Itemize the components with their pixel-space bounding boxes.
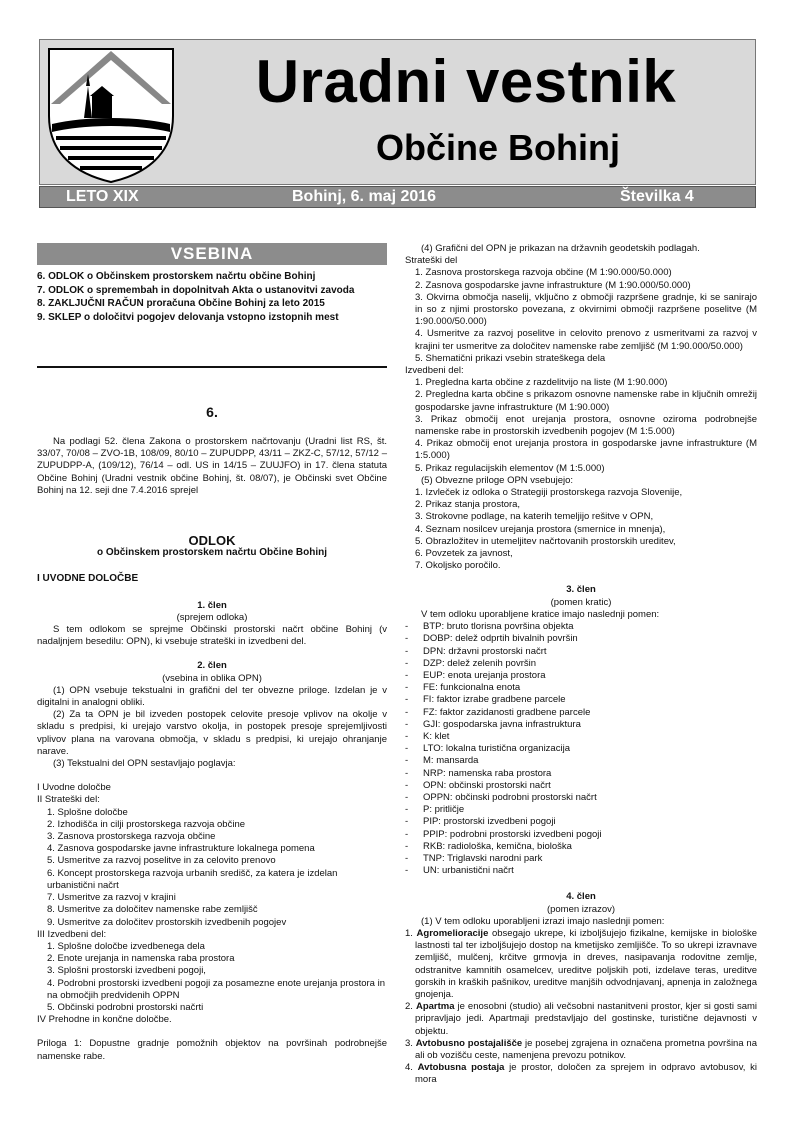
document-number: 6. xyxy=(206,404,218,420)
abbreviation-item: - TNP: Triglavski narodni park xyxy=(405,853,757,865)
abbreviation-item: - FI: faktor izrabe gradbene parcele xyxy=(405,694,757,706)
article-text: (1) OPN vsebuje tekstualni in grafični del ter obvezne priloge. Izdelan je v digitalni in analogni obliki. xyxy=(37,684,387,709)
abbreviation-item: - K: klet xyxy=(405,731,757,743)
implementing-list xyxy=(405,377,757,475)
term-item xyxy=(405,1062,757,1086)
list-item: 2. Prikaz stanja prostora, xyxy=(415,499,521,511)
article-title: 4. člen xyxy=(566,891,596,903)
abbreviation-item: - GJI: gospodarska javna infrastruktura xyxy=(405,719,757,731)
outline-item: 3. Zasnova prostorskega razvoja občine xyxy=(47,831,216,843)
abbreviation-item: - PPIP: podrobni prostorski izvedbeni pogoji xyxy=(405,829,757,841)
term-name: Avtobusno postajališče xyxy=(415,1037,523,1049)
article-text: (5) Obvezne priloge OPN vsebujejo: xyxy=(421,474,574,486)
list-item: 2. Pregledna karta občine s prikazom osnovne namenske rabe in ključnih omrežij gospodarske javne infrastrukture (M 1:90.000) xyxy=(415,389,757,413)
outline-item: 7. Usmeritve za razvoj v krajini xyxy=(47,892,176,904)
publication-title: Uradni vestnik xyxy=(255,48,677,115)
list-item: 4. Prikaz območij enot urejanja prostora in gospodarske javne infrastrukture (M 1:5.000) xyxy=(415,438,757,462)
term-item xyxy=(405,928,757,1001)
list-item: 5. Prikaz regulacijskih elementov (M 1:5.000) xyxy=(415,462,605,474)
list-item: 7. Okoljsko poročilo. xyxy=(415,560,501,572)
abbreviation-item: - OPPN: občinski podrobni prostorski načrt xyxy=(405,792,757,804)
list-item: 4. Seznam nosilcev urejanja prostora (smernice in mnenja), xyxy=(415,523,666,535)
article-text: (2) Za ta OPN je bil izveden postopek celovite presoje vplivov na okolje v skladu s predpisi, ki urejajo varstvo okolja, in postopek presoje sprejemljivosti vplivov plana na varovana območja, v skladu s predpisi, ki urejajo ohranjanje narave. xyxy=(37,709,387,757)
term-definition: je prostor, določen za sprejem in odpravo avtobusov, ki mora xyxy=(415,1062,757,1086)
section-heading: I UVODNE DOLOČBE xyxy=(37,573,139,585)
outline-item: I Uvodne določbe xyxy=(37,782,111,794)
right-column xyxy=(405,243,757,1087)
issue-year: LETO XIX xyxy=(66,188,139,205)
abbreviation-item: - PIP: prostorski izvedbeni pogoji xyxy=(405,816,757,828)
list-item: 5. Shematični prikazi vsebin strateškega dela xyxy=(415,352,606,364)
article-text: V tem odloku uporabljene kratice imajo naslednji pomen: xyxy=(421,608,660,620)
term-number: 1. xyxy=(405,927,417,939)
term-item xyxy=(405,1001,757,1038)
outline-item: 8. Usmeritve za določitev namenske rabe zemljišč xyxy=(47,904,258,916)
outline-item: 2. Izhodišča in cilji prostorskega razvoja občine xyxy=(47,818,246,830)
article-title: 2. člen xyxy=(197,660,227,672)
term-number: 4. xyxy=(405,1062,418,1074)
abbreviation-item: - M: mansarda xyxy=(405,755,757,767)
article-title: 3. člen xyxy=(566,584,596,596)
outline-item: 4. Zasnova gospodarske javne infrastrukture lokalnega pomena xyxy=(47,843,315,855)
outline-item: 5. Občinski podrobni prostorski načrti xyxy=(47,1001,204,1013)
term-number: 2. xyxy=(405,1001,416,1013)
outline-item: 9. Usmeritve za določitev prostorskih izvedbenih pogojev xyxy=(47,916,287,928)
term-definition: obsegajo ukrepe, ki izboljšujejo fizikalne, kemijske in biološke lastnosti tal ter izboljšujejo dostop na kmetijsko zemljišče. To so ukrepi izravnave zemljišč, mulčenj, krčitve grmovja in dreves, nasipavanja rodovitne zemlje, odstranitve kamnitih osamelcev, ureditve poljskih poti, izdelave teras, ureditve gorskih in kraških pašnikov, ureditve manjših odvodnjavanj, apnenja in založnega gnojenja. xyxy=(415,927,758,1000)
outline-item: 1. Splošne določbe izvedbenega dela xyxy=(47,940,205,952)
outline-item: IV Prehodne in končne določbe. xyxy=(37,1014,172,1026)
article-text: (4) Grafični del OPN je prikazan na državnih geodetskih podlagah. xyxy=(421,243,700,254)
abbreviation-item: - RKB: radiološka, kemična, biološka xyxy=(405,841,757,853)
publication-subtitle: Občine Bohinj xyxy=(375,127,620,168)
toc-item: 6. ODLOK o Občinskem prostorskem načrtu občine Bohinj xyxy=(37,271,316,282)
list-item: 1. Izvleček iz odloka o Strategiji prostorskega razvoja Slovenije, xyxy=(415,487,683,499)
abbreviation-list xyxy=(405,621,757,877)
term-definition: je enosobni (studio) ali večsobni nastanitveni prostor, kjer si gosti sami pripravljajo jedi. Apartmaji predstavljajo del gostinske, turistične dejavnosti v objektu. xyxy=(415,1001,758,1037)
list-item: 3. Okvirna območja naselij, vključno z območji razpršene gradnje, ki se sanirajo in so z njimi prostorsko povezana, z okvirnimi območji razpršene poselitve (M 1:90.000/50.000) xyxy=(415,291,757,328)
outline-item: III Izvedbeni del: xyxy=(37,928,107,940)
terms-list xyxy=(405,928,757,1087)
abbreviation-item: - FE: funkcionalna enota xyxy=(405,682,757,694)
strategic-list xyxy=(405,267,757,365)
list-item: 6. Povzetek za javnost, xyxy=(415,548,513,560)
abbreviation-item: - OPN: občinski prostorski načrt xyxy=(405,780,757,792)
article-title: 1. člen xyxy=(197,599,227,611)
outline-item: 4. Podrobni prostorski izvedbeni pogoji za posamezne enote urejanja prostora in na območjih predvidenih OPPN xyxy=(47,977,385,1001)
toc-item: 8. ZAKLJUČNI RAČUN proračuna Občine Bohinj za leto 2015 xyxy=(37,298,325,309)
list-item: 1. Zasnova prostorskega razvoja občine (M 1:90.000/50.000) xyxy=(415,267,672,279)
article-text: (1) V tem odloku uporabljeni izrazi imajo naslednji pomen: xyxy=(421,915,665,927)
abbreviation-item: - LTO: lokalna turistična organizacija xyxy=(405,743,757,755)
issue-date: Bohinj, 6. maj 2016 xyxy=(292,188,437,205)
outline-item: 3. Splošni prostorski izvedbeni pogoji, xyxy=(47,965,206,977)
outline-item: II Strateški del: xyxy=(37,794,100,806)
article-subtitle: (vsebina in oblika OPN) xyxy=(162,672,262,684)
abbreviation-item: - DPN: državni prostorski načrt xyxy=(405,646,757,658)
list-item: 2. Zasnova gospodarske javne infrastrukture (M 1:90.000/50.000) xyxy=(415,279,691,291)
abbreviation-item: - DOBP: delež odprtih bivalnih površin xyxy=(405,633,757,645)
list-item: 4. Usmeritve za razvoj poselitve in celovito prenovo z usmeritvami za razvoj v krajini ter usmeritve za določitev namenske rabe zemljišč (M 1:90.000/50.000) xyxy=(415,328,757,352)
article-subtitle: (pomen kratic) xyxy=(550,596,612,608)
abbreviation-item: - BTP: bruto tlorisna površina objekta xyxy=(405,621,757,633)
divider xyxy=(37,366,387,368)
toc-item: 7. ODLOK o spremembah in dopolnitvah Akta o ustanovitvi zavoda xyxy=(37,284,355,296)
odlok-subtitle: o Občinskem prostorskem načrtu Občine Bohinj xyxy=(96,547,328,559)
term-definition: je posebej zgrajena in označena prometna površina na ali ob vozišču ceste, namenjena prevozu potnikov. xyxy=(415,1037,757,1061)
article-text: S tem odlokom se sprejme Občinski prostorski načrt občine Bohinj (v nadaljnjem besedilu: OPN), ki vsebuje strateški in izvedbeni del. xyxy=(37,624,387,648)
annex-list xyxy=(405,487,757,572)
issue-info-bar xyxy=(39,186,756,208)
issue-number: Številka 4 xyxy=(620,188,694,205)
abbreviation-item: - EUP: enota urejanja prostora xyxy=(405,670,757,682)
toc-list xyxy=(37,270,397,324)
left-column xyxy=(37,436,387,1063)
intro-paragraph: Na podlagi 52. člena Zakona o prostorskem načrtovanju (Uradni list RS, št. 33/07, 70/08 – ZVO-1B, 108/09, 80/10 – ZUPUDPP, 43/11 – ZKZ-C, 57/12, 57/12 – ZUPUDPP-A, (109/12), 76/14 – odl. US in 14/15 – ZUUJFO) in 17. člena statuta Občine Bohinj (Uradni vestnik občine Bohinj, št. 08/07), je Občinski svet Občine Bohinj na 12. seji dne 7.4.2016 sprejel xyxy=(37,436,387,496)
toc-item: 9. SKLEP o določitvi pogojev delovanja vstopno izstopnih mest xyxy=(37,311,339,323)
term-name: Agromelioracije xyxy=(416,927,489,939)
list-heading: Izvedbeni del: xyxy=(405,365,464,377)
list-item: 1. Pregledna karta občine z razdelitvijo na liste (M 1:90.000) xyxy=(415,377,668,389)
outline-item: 1. Splošne določbe xyxy=(47,806,128,818)
list-item: 5. Obrazložitev in utemeljitev načrtovanih prostorskih ureditev, xyxy=(415,535,676,547)
outline-item: 2. Enote urejanja in namenska raba prostora xyxy=(47,953,235,965)
term-name: Avtobusna postaja xyxy=(417,1062,505,1074)
article-text: (3) Tekstualni del OPN sestavljajo poglavja: xyxy=(53,758,236,770)
abbreviation-item: - NRP: namenska raba prostora xyxy=(405,768,757,780)
list-item: 3. Prikaz območij enot urejanja prostora, osnovne oziroma podrobnejše namenske rabe in prostorskih izvedbenih pogojev (M 1:5.000) xyxy=(415,413,757,438)
outline-item: 5. Usmeritve za razvoj poselitve in za celovito prenovo xyxy=(47,855,276,867)
article-subtitle: (sprejem odloka) xyxy=(176,611,248,623)
abbreviation-item: - FZ: faktor zazidanosti gradbene parcele xyxy=(405,707,757,719)
odlok-title: ODLOK xyxy=(188,533,236,549)
annex-note: Priloga 1: Dopustne gradnje pomožnih objektov na površinah podrobnejše namenske rabe. xyxy=(37,1038,387,1062)
abbreviation-item: - DZP: delež zelenih površin xyxy=(405,658,757,670)
term-name: Apartma xyxy=(415,1001,455,1013)
toc-heading: VSEBINA xyxy=(37,243,387,265)
list-heading: Strateški del xyxy=(405,255,458,267)
term-number: 3. xyxy=(405,1037,416,1049)
outline-item: 6. Koncept prostorskega razvoja urbanih središč, za katera je izdelan urbanistični načrt xyxy=(47,867,338,891)
chapter-outline xyxy=(37,782,387,1026)
abbreviation-item: - UN: urbanistični načrt xyxy=(405,865,757,877)
bohinj-crest-icon xyxy=(46,46,176,184)
term-item xyxy=(405,1038,757,1062)
abbreviation-item: - P: pritličje xyxy=(405,804,757,816)
article-subtitle: (pomen izrazov) xyxy=(546,903,616,915)
list-item: 3. Strokovne podlage, na katerih temeljijo rešitve v OPN, xyxy=(415,511,654,523)
